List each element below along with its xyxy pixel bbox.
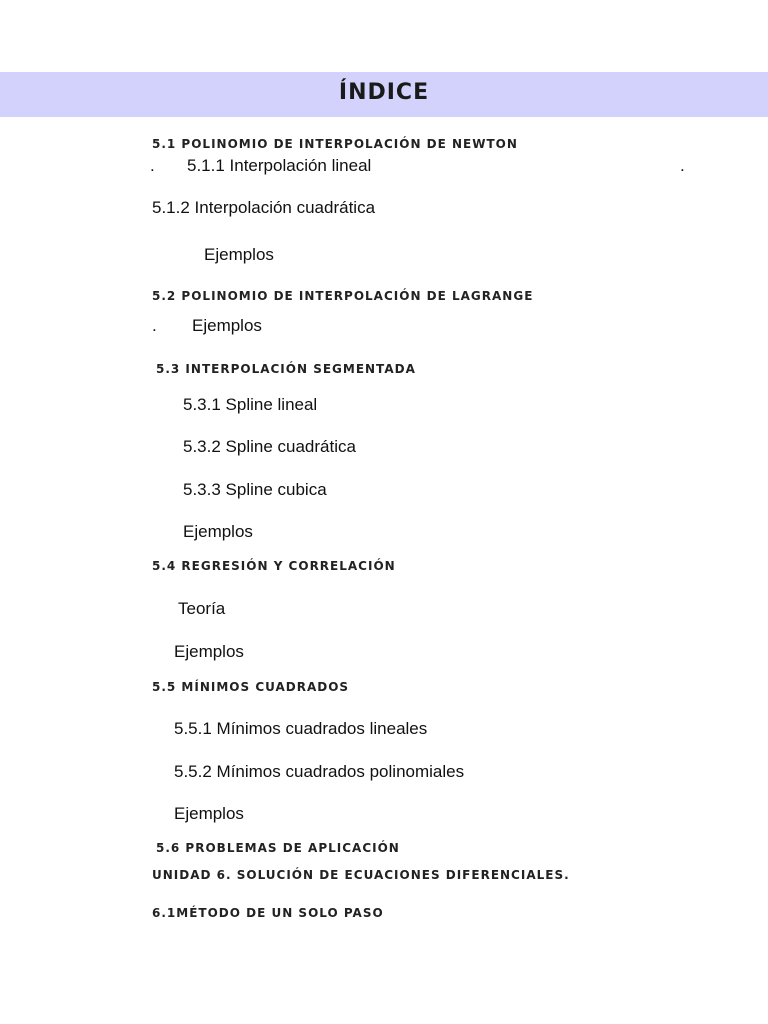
entry-5-3-3: 5.3.3 Spline cubica — [183, 480, 327, 499]
entry-5-5-2: 5.5.2 Mínimos cuadrados polinomiales — [174, 762, 465, 781]
leader-dot-right: . — [680, 156, 685, 175]
page-title: ÍNDICE — [338, 80, 430, 105]
entry-5-1-2: 5.1.2 Interpolación cuadrática — [152, 198, 376, 217]
entry-5-3-1: 5.3.1 Spline lineal — [183, 395, 318, 414]
heading-6-1: 6.1MÉTODO DE UN SOLO PASO — [152, 906, 384, 920]
entry-ejemplos-3: Ejemplos — [183, 522, 253, 541]
heading-5-1: 5.1 POLINOMIO DE INTERPOLACIÓN DE NEWTON — [152, 137, 518, 151]
entry-ejemplos-1: Ejemplos — [204, 245, 274, 264]
heading-5-3: 5.3 INTERPOLACIÓN SEGMENTADA — [156, 362, 416, 376]
heading-5-2: 5.2 POLINOMIO DE INTERPOLACIÓN DE LAGRANGE — [152, 289, 534, 303]
entry-5-5-1: 5.5.1 Mínimos cuadrados lineales — [174, 719, 428, 738]
entry-ejemplos-4: Ejemplos — [174, 642, 244, 661]
leader-dot-left: . — [150, 156, 155, 175]
entry-ejemplos-2: Ejemplos — [192, 316, 262, 335]
heading-5-6: 5.6 PROBLEMAS DE APLICACIÓN — [156, 841, 400, 855]
entry-ejemplos-5: Ejemplos — [174, 804, 244, 823]
heading-5-4: 5.4 REGRESIÓN Y CORRELACIÓN — [152, 559, 396, 573]
leader-dot-left-2: . — [152, 316, 157, 335]
heading-unidad-6: UNIDAD 6. SOLUCIÓN DE ECUACIONES DIFERENCIALES. — [152, 868, 570, 882]
entry-5-3-2: 5.3.2 Spline cuadrática — [183, 437, 356, 456]
entry-teoria: Teoría — [178, 599, 226, 618]
entry-5-1-1: 5.1.1 Interpolación lineal — [187, 156, 372, 175]
heading-5-5: 5.5 MÍNIMOS CUADRADOS — [152, 680, 350, 694]
